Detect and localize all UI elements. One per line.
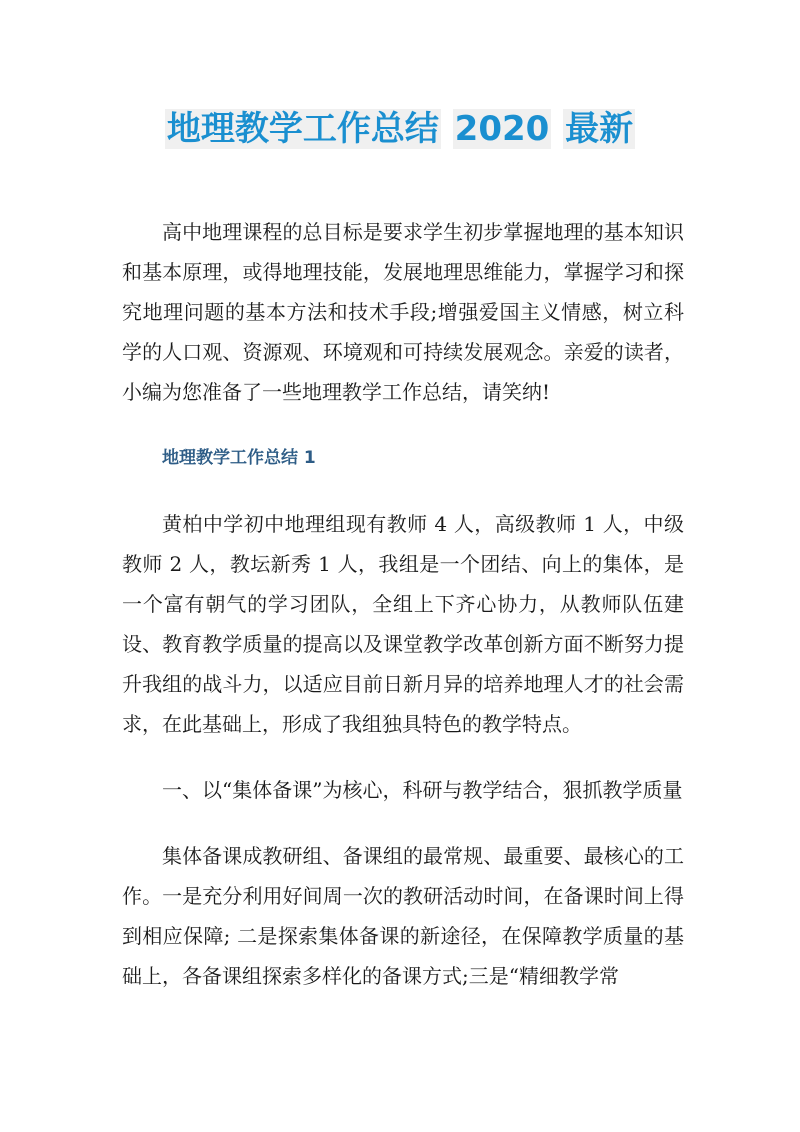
document-body xyxy=(122,212,684,996)
title-part-2: 2020 xyxy=(454,109,550,149)
page-title xyxy=(165,104,635,154)
body-paragraph: 黄柏中学初中地理组现有教师 4 人，高级教师 1 人，中级教师 2 人，教坛新秀 1 人，我组是一个团结、向上的集体，是一个富有朝气的学习团队，全组上下齐心协力，从教师队伍建设、教育教学质量的提高以及课堂教学改革创新方面不断努力提升我组的战斗力，以适应目前日新月异的培养地理人才的社会需求，在此基础上，形成了我组独具特色的教学特点。 xyxy=(122,512,684,736)
section-heading: 地理教学工作总结 1 xyxy=(162,448,316,468)
body-paragraph-2: 集体备课成教研组、备课组的最常规、最重要、最核心的工作。一是充分利用好间周一次的教研活动时间，在备课时间上得到相应保障; 二是探索集体备课的新途径，在保障教学质量的基础上，各备课组探索多样化的备课方式;三是“精细教学常 xyxy=(122,844,684,988)
title-part-3: 最新 xyxy=(565,109,634,149)
title-container xyxy=(0,104,800,154)
title-part-1: 地理教学工作总结 xyxy=(166,109,439,149)
intro-paragraph: 高中地理课程的总目标是要求学生初步掌握地理的基本知识和基本原理，或得地理技能，发展地理思维能力，掌握学习和探究地理问题的基本方法和技术手段;增强爱国主义情感，树立科学的人口观、资源观、环境观和可持续发展观念。亲爱的读者，小编为您准备了一些地理教学工作总结，请笑纳! xyxy=(122,220,684,404)
subheading-paragraph: 一、以“集体备课”为核心，科研与教学结合，狠抓教学质量 xyxy=(162,778,683,802)
